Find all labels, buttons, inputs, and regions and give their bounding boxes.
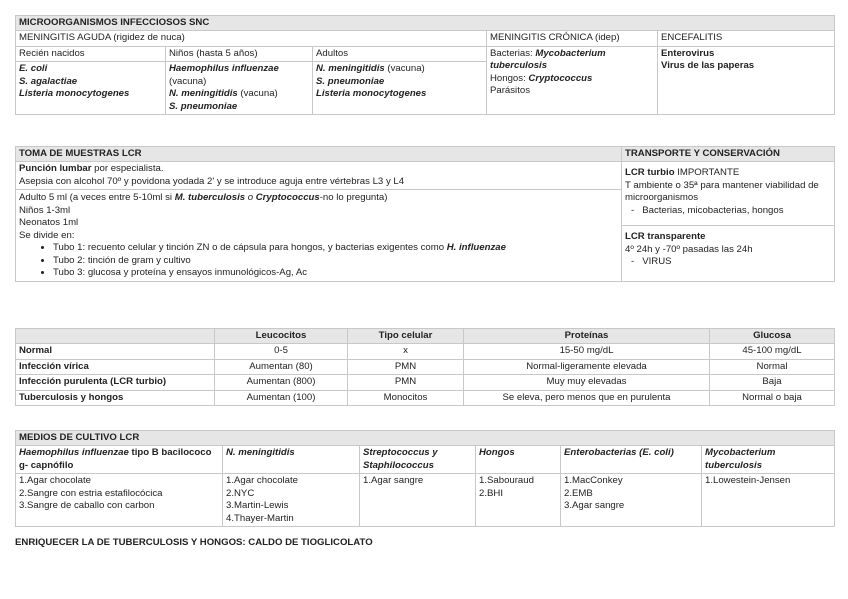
hongos-header: Hongos (476, 446, 561, 474)
table-cell: Normal o baja (710, 390, 835, 405)
adultos-cell: N. meningitidis (vacuna) S. pneumoniae Listeria monocytogenes (313, 62, 487, 115)
table-cell: 45-100 mg/dL (710, 344, 835, 359)
strepto-medios: 1.Agar sangre (360, 474, 476, 527)
transporte-title: TRANSPORTE Y CONSERVACIÓN (622, 147, 835, 162)
enterobacterias-header: Enterobacterias (E. coli) (561, 446, 702, 474)
microorganismos-table (15, 15, 835, 115)
recien-nacidos-header: Recién nacidos (16, 46, 166, 61)
tubos-list (19, 242, 618, 279)
lcr-parametros-table (15, 328, 835, 406)
meningitidis-medios: 1.Agar chocolate 2.NYC 3.Martin-Lewis 4.Thayer-Martin (223, 474, 360, 527)
mycobacterium-header: Mycobacterium tuberculosis (702, 446, 835, 474)
row-label: Infección purulenta (LCR turbio) (16, 375, 215, 390)
header-cell: Proteínas (464, 329, 710, 344)
microorganismos-title: MICROORGANISMOS INFECCIOSOS SNC (16, 16, 835, 31)
haemophilus-medios: 1.Agar chocolate 2.Sangre con estria estafilocócica 3.Sangre de caballo con carbon (16, 474, 223, 527)
medios-cultivo-table (15, 430, 835, 527)
header-cell (16, 329, 215, 344)
table-row (16, 375, 835, 390)
enterobacterias-medios: 1.MacConkey 2.EMB 3.Agar sangre (561, 474, 702, 527)
hongos-medios: 1.Sabouraud 2.BHI (476, 474, 561, 527)
cronica-cell: Bacterias: Mycobacterium tuberculosis Hongos: Cryptococcus Parásitos (487, 46, 658, 114)
ninos-cell: Haemophilus influenzae (vacuna) N. meningitidis (vacuna) S. pneumoniae (166, 62, 313, 115)
row-label: Normal (16, 344, 215, 359)
table-cell: Aumentan (80) (215, 359, 348, 374)
meningitis-cronica-header: MENINGITIS CRÓNICA (idep) (487, 31, 658, 46)
lcr-turbio-cell: LCR turbio IMPORTANTE T ambiente o 35ª para mantener viabilidad de microorganismos - Bacterias, micobacterias, hongos (622, 162, 835, 226)
medios-cultivo-title: MEDIOS DE CULTIVO LCR (16, 431, 835, 446)
table-cell: Aumentan (100) (215, 390, 348, 405)
enriquecer-note: ENRIQUECER LA DE TUBERCULOSIS Y HONGOS: CALDO DE TIOGLICOLATO (15, 537, 373, 548)
table-header-row (16, 329, 835, 344)
table-cell: PMN (348, 359, 464, 374)
table-row (16, 344, 835, 359)
organism-header-row (16, 446, 835, 474)
lcr-transparente-cell: LCR transparente 4º 24h y -70º pasadas las 24h - VIRUS (622, 226, 835, 281)
table-cell: Muy muy elevadas (464, 375, 710, 390)
toma-muestras-table (15, 146, 835, 282)
header-cell: Leucocitos (215, 329, 348, 344)
table-cell: Monocitos (348, 390, 464, 405)
row-label: Tuberculosis y hongos (16, 390, 215, 405)
encefalitis-header: ENCEFALITIS (658, 31, 835, 46)
table-row (16, 359, 835, 374)
tubo-3: • Tubo 3: glucosa y proteína y ensayos inmunológicos-Ag, Ac (53, 267, 618, 279)
tubo-1: • Tubo 1: recuento celular y tinción ZN o de cápsula para hongos, y bacterias exigentes como H. influenzae (53, 242, 618, 254)
table-cell: PMN (348, 375, 464, 390)
row-label: Infección vírica (16, 359, 215, 374)
mycobacterium-medios: 1.Lowestein-Jensen (702, 474, 835, 527)
table-cell: Normal-ligeramente elevada (464, 359, 710, 374)
adultos-header: Adultos (313, 46, 487, 61)
encefalitis-cell: Enterovirus Virus de las paperas (658, 46, 835, 114)
header-cell: Tipo celular (348, 329, 464, 344)
tubo-2: • Tubo 2: tinción de gram y cultivo (53, 255, 618, 267)
table-cell: Baja (710, 375, 835, 390)
table-row (16, 390, 835, 405)
meningitidis-header: N. meningitidis (223, 446, 360, 474)
medios-row (16, 474, 835, 527)
table-cell: Se eleva, pero menos que en purulenta (464, 390, 710, 405)
table-cell: 15-50 mg/dL (464, 344, 710, 359)
puncion-lumbar-cell: Punción lumbar por especialista. Asepsia con alcohol 70º y povidona yodada 2' y se introduce aguja entre vértebras L3 y L4 (16, 162, 622, 190)
meningitis-aguda-header: MENINGITIS AGUDA (rigidez de nuca) (16, 31, 487, 46)
table-cell: 0-5 (215, 344, 348, 359)
table-cell: Normal (710, 359, 835, 374)
table-cell: x (348, 344, 464, 359)
haemophilus-header: Haemophilus influenzae tipo B bacilococo g- capnófilo (16, 446, 223, 474)
ninos-header: Niños (hasta 5 años) (166, 46, 313, 61)
strepto-header: Streptococcus y Staphilococcus (360, 446, 476, 474)
toma-muestras-title: TOMA DE MUESTRAS LCR (16, 147, 622, 162)
table-cell: Aumentan (800) (215, 375, 348, 390)
volumenes-cell: Adulto 5 ml (a veces entre 5-10ml si M. tuberculosis o Cryptococcus-no lo pregunta) Niños 1-3ml Neonatos 1ml Se divide en: • Tubo 1: recuento celular y tinción ZN o de cápsula para hongos, y bacterias exigentes como H. influenzae • Tubo 2: tinción de gram y cultivo • Tubo 3: glucosa y proteína y ensayos inmunológicos-Ag, Ac (16, 190, 622, 281)
recien-nacidos-cell: E. coli S. agalactiae Listeria monocytogenes (16, 62, 166, 115)
header-cell: Glucosa (710, 329, 835, 344)
